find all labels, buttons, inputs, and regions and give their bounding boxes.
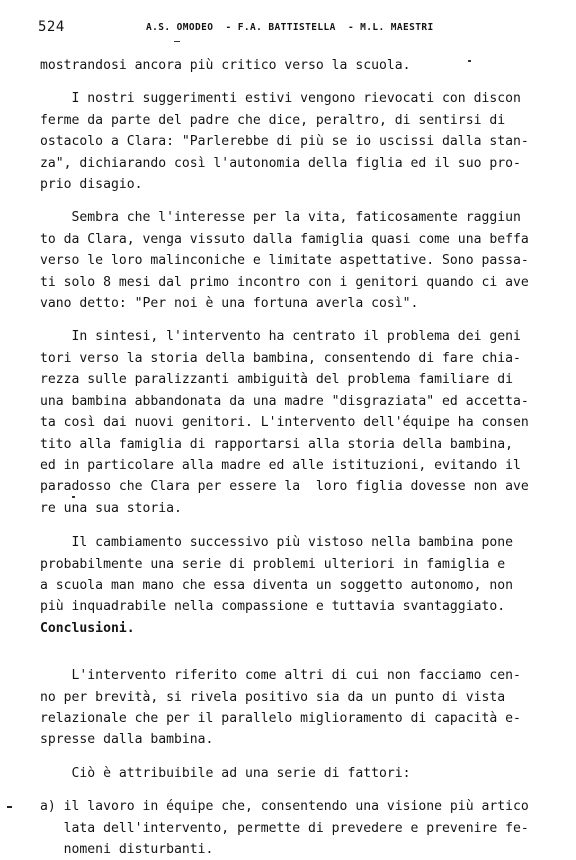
text-line: to da Clara, venga vissuto dalla famiglia quasi come una beffa	[40, 231, 529, 247]
text-line: a scuola man mano che essa diventa un soggetto autonomo, non	[40, 577, 513, 593]
paragraph-3	[40, 207, 564, 314]
list-item-a	[40, 796, 564, 860]
text-line: verso le loro malinconiche e limitate aspettative. Sono passa-	[40, 253, 529, 269]
text-line: no per brevità, si rivela positivo sia da un punto di vista	[40, 689, 506, 705]
text-line: tito alla famiglia di rapportarsi alla storia della bambina,	[40, 436, 513, 452]
text-line: una bambina abbandonata da una madre "disgraziata" ed accetta-	[40, 393, 529, 409]
scan-speck	[72, 496, 75, 498]
body-text	[40, 55, 564, 860]
text-line: re una sua storia.	[40, 500, 182, 516]
text-line: mostrandosi ancora più critico verso la scuola.	[40, 58, 411, 73]
text-line: Ciò è attribuibile ad una serie di fattori:	[40, 765, 411, 781]
text-line: ferme da parte del padre che dice, peraltro, di sentirsi di	[40, 112, 506, 128]
text-line: ed in particolare alla madre ed alle istituzioni, evitando il	[40, 457, 521, 473]
text-line: ostacolo a Clara: "Parlerebbe di più se io uscissi dalla stan-	[40, 134, 529, 150]
margin-mark	[7, 806, 12, 808]
paragraph-1	[40, 55, 564, 76]
text-line: In sintesi, l'intervento ha centrato il problema dei geni	[40, 329, 521, 345]
section-heading: Conclusioni.	[40, 620, 135, 636]
page-number: 524	[38, 19, 65, 35]
text-line: vano detto: "Per noi è una fortuna averla così".	[40, 296, 419, 312]
scan-speck	[468, 60, 471, 62]
text-line: prio disagio.	[40, 177, 143, 193]
text-line: ta così dai nuovi genitori. L'intervento dell'équipe ha consen	[40, 415, 529, 431]
text-line: ti solo 8 mesi dal primo incontro con i genitori quando ci ave	[40, 274, 529, 290]
text-line: Sembra che l'interesse per la vita, faticosamente raggiun	[40, 210, 521, 226]
text-line: probabilmente una serie di problemi ulteriori in famiglia e	[40, 556, 506, 572]
text-line: lata dell'intervento, permette di prevedere e prevenire fe-	[40, 820, 529, 836]
paragraph-4	[40, 326, 564, 519]
text-line: nomeni disturbanti.	[40, 842, 214, 857]
text-line: a) il lavoro in équipe che, consentendo una visione più artico	[40, 799, 529, 815]
scan-mark	[174, 41, 180, 42]
text-line: più inquadrabile nella compassione e tuttavia svantaggiato.	[40, 599, 506, 615]
conclusions-paragraph-1	[40, 665, 564, 751]
text-line: L'intervento riferito come altri di cui non facciamo cen-	[40, 668, 521, 684]
text-line: I nostri suggerimenti estivi vengono rievocati con discon	[40, 91, 521, 107]
text-line: relazionale che per il parallelo miglioramento di capacità e-	[40, 710, 521, 726]
paragraph-5	[40, 532, 564, 618]
text-line: spresse dalla bambina.	[40, 732, 214, 748]
text-line: rezza sulle paralizzanti ambiguità del problema familiare di	[40, 372, 513, 388]
page-header	[38, 19, 558, 37]
text-line: Il cambiamento successivo più vistoso nella bambina pone	[40, 535, 513, 551]
text-line: za", dichiarando così l'autonomia della figlia ed il suo pro-	[40, 155, 521, 171]
running-head: A.S. OMODEO - F.A. BATTISTELLA - M.L. MAESTRI	[146, 22, 434, 33]
conclusions-paragraph-2	[40, 763, 564, 784]
text-line: tori verso la storia della bambina, consentendo di fare chia-	[40, 350, 521, 366]
paragraph-2	[40, 88, 564, 195]
text-line: paradosso che Clara per essere la loro figlia dovesse non ave	[40, 479, 529, 495]
